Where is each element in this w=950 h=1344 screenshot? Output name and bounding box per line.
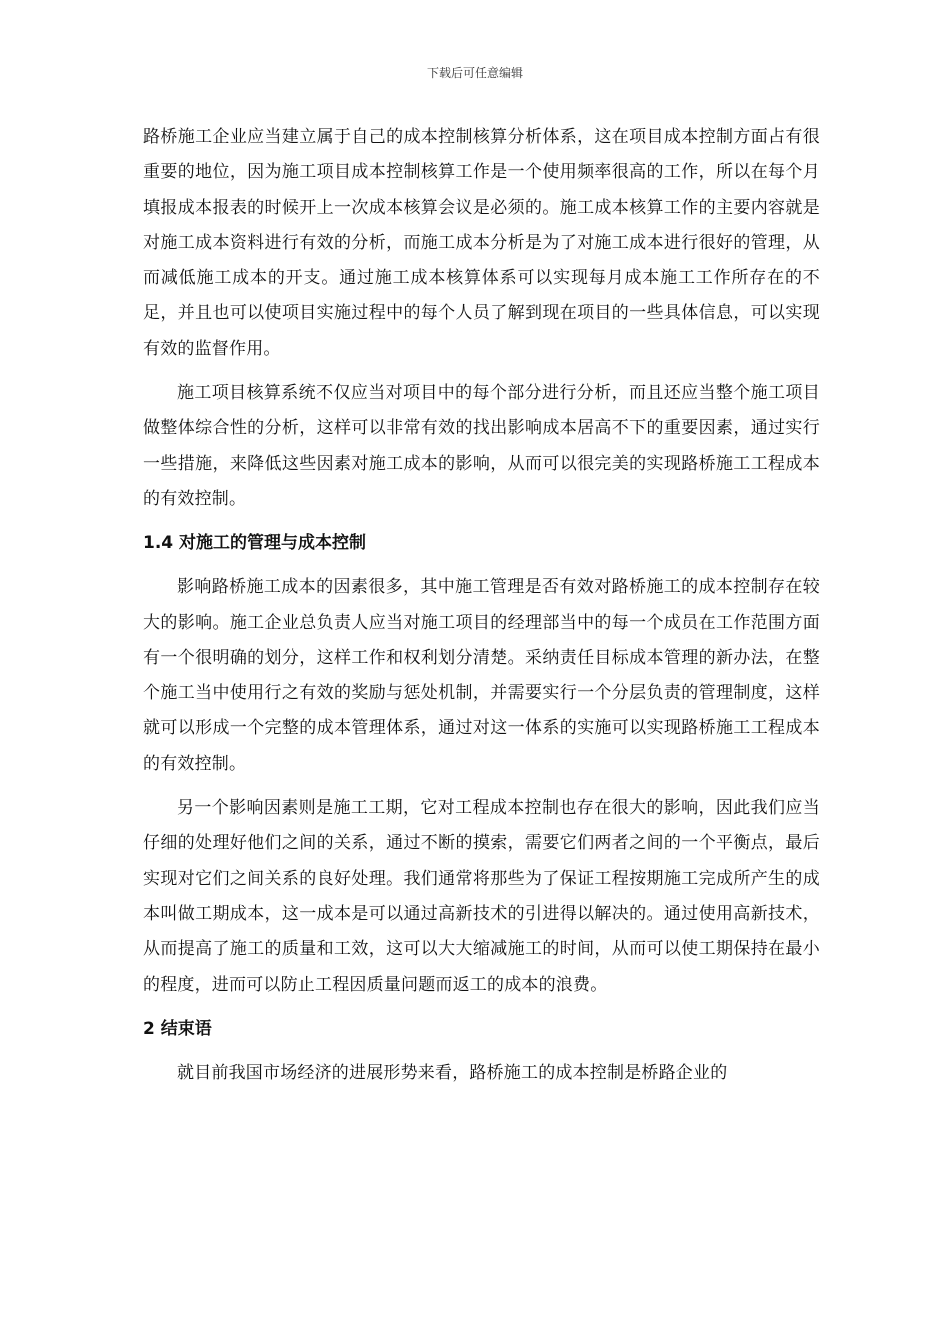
paragraph-construction-period: 另一个影响因素则是施工工期，它对工程成本控制也存在很大的影响，因此我们应当仔细的处理好他们之间的关系，通过不断的摸索，需要它们两者之间的一个平衡点，最后实现对它们之间关系的良好处理。我们通常将那些为了保证工程按期施工完成所产生的成本叫做工期成本，这一成本是可以通过高新技术的引进得以解决的。通过使用高新技术，从而提高了施工的质量和工效，这可以大大缩减施工的时间，从而可以使工期保持在最小的程度，进而可以防止工程因质量问题而返工的成本的浪费。 [143,798,820,995]
paragraph-construction-management: 影响路桥施工成本的因素很多，其中施工管理是否有效对路桥施工的成本控制存在较大的影响。施工企业总负责人应当对施工项目的经理部当中的每一个成员在工作范围方面有一个很明确的划分，这样工作和权利划分清楚。采纳责任目标成本管理的新办法，在整个施工当中使用行之有效的奖励与惩处机制，并需要实行一个分层负责的管理制度，这样就可以形成一个完整的成本管理体系，通过对这一体系的实施可以实现路桥施工工程成本的有效控制。 [143,577,820,774]
paragraph-cost-accounting-system: 路桥施工企业应当建立属于自己的成本控制核算分析体系，这在项目成本控制方面占有很重要的地位，因为施工项目成本控制核算工作是一个使用频率很高的工作，所以在每个月填报成本报表的时候开上一次成本核算会议是必须的。施工成本核算工作的主要内容就是对施工成本资料进行有效的分析，而施工成本分析是为了对施工成本进行很好的管理，从而减低施工成本的开支。通过施工成本核算体系可以实现每月成本施工工作所存在的不足，并且也可以使项目实施过程中的每个人员了解到现在项目的一些具体信息，可以实现有效的监督作用。 [143,127,820,359]
page-header: 下载后可任意编辑 [426,66,523,80]
paragraph-project-accounting: 施工项目核算系统不仅应当对项目中的每个部分进行分析，而且还应当整个施工项目做整体综合性的分析，这样可以非常有效的找出影响成本居高不下的重要因素，通过实行一些措施，来降低这些因素对施工成本的影响，从而可以很完美的实现路桥施工工程成本的有效控制。 [143,383,820,509]
document-body [143,120,820,1100]
paragraph-conclusion: 就目前我国市场经济的进展形势来看，路桥施工的成本控制是桥路企业的 [177,1062,728,1083]
section-heading-2: 2 结束语 [143,1018,212,1039]
section-heading-1-4: 1.4 对施工的管理与成本控制 [143,533,367,554]
